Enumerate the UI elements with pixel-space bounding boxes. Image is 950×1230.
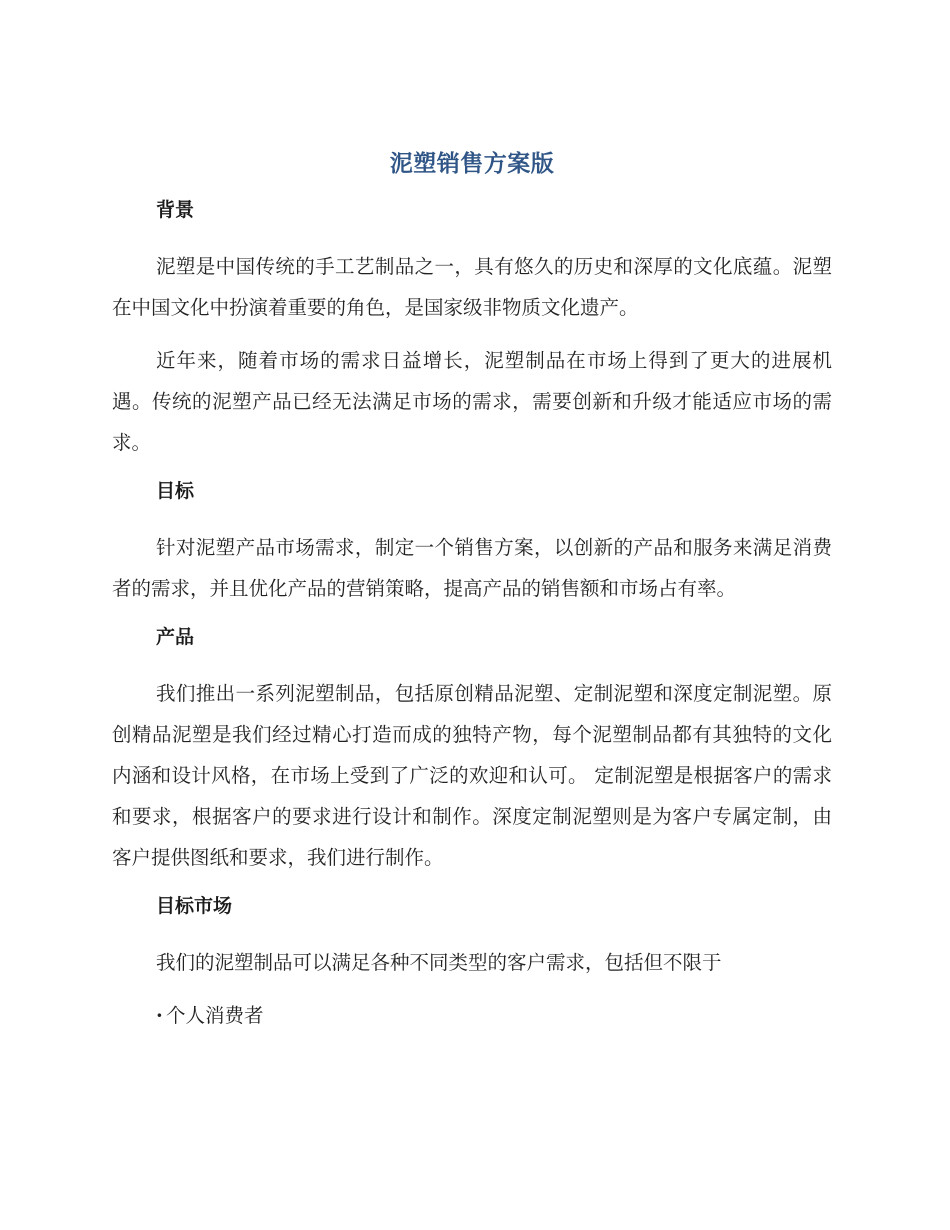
- paragraph: 针对泥塑产品市场需求，制定一个销售方案，以创新的产品和服务来满足消费者的需求，并且优化产品的营销策略，提高产品的销售额和市场占有率。: [112, 536, 832, 600]
- paragraph: 近年来，随着市场的需求日益增长，泥塑制品在市场上得到了更大的进展机遇。传统的泥塑产品已经无法满足市场的需求，需要创新和升级才能适应市场的需求。: [112, 349, 832, 454]
- section-heading-product: 产品: [156, 626, 195, 648]
- paragraph: 泥塑是中国传统的手工艺制品之一，具有悠久的历史和深厚的文化底蕴。泥塑在中国文化中扮演着重要的角色，是国家级非物质文化遗产。: [112, 255, 832, 319]
- list-item: [112, 995, 832, 1036]
- document-title: 泥塑销售方案版: [389, 151, 555, 177]
- bullet-marker: ·: [156, 1004, 163, 1027]
- list-item-text: 个人消费者: [166, 1004, 264, 1027]
- paragraph: 我们的泥塑制品可以满足各种不同类型的客户需求，包括但不限于: [156, 951, 722, 974]
- section-heading-background: 背景: [156, 199, 195, 221]
- section-heading-target-market: 目标市场: [156, 895, 233, 917]
- section-heading-goal: 目标: [156, 480, 195, 502]
- paragraph: 我们推出一系列泥塑制品，包括原创精品泥塑、定制泥塑和深度定制泥塑。原创精品泥塑是我们经过精心打造而成的独特产物，每个泥塑制品都有其独特的文化内涵和设计风格，在市场上受到了广泛的欢迎和认可。 定制泥塑是根据客户的需求和要求，根据客户的要求进行设计和制作。深度定制泥塑则是为客户专属定制，由客户提供图纸和要求，我们进行制作。: [112, 682, 832, 869]
